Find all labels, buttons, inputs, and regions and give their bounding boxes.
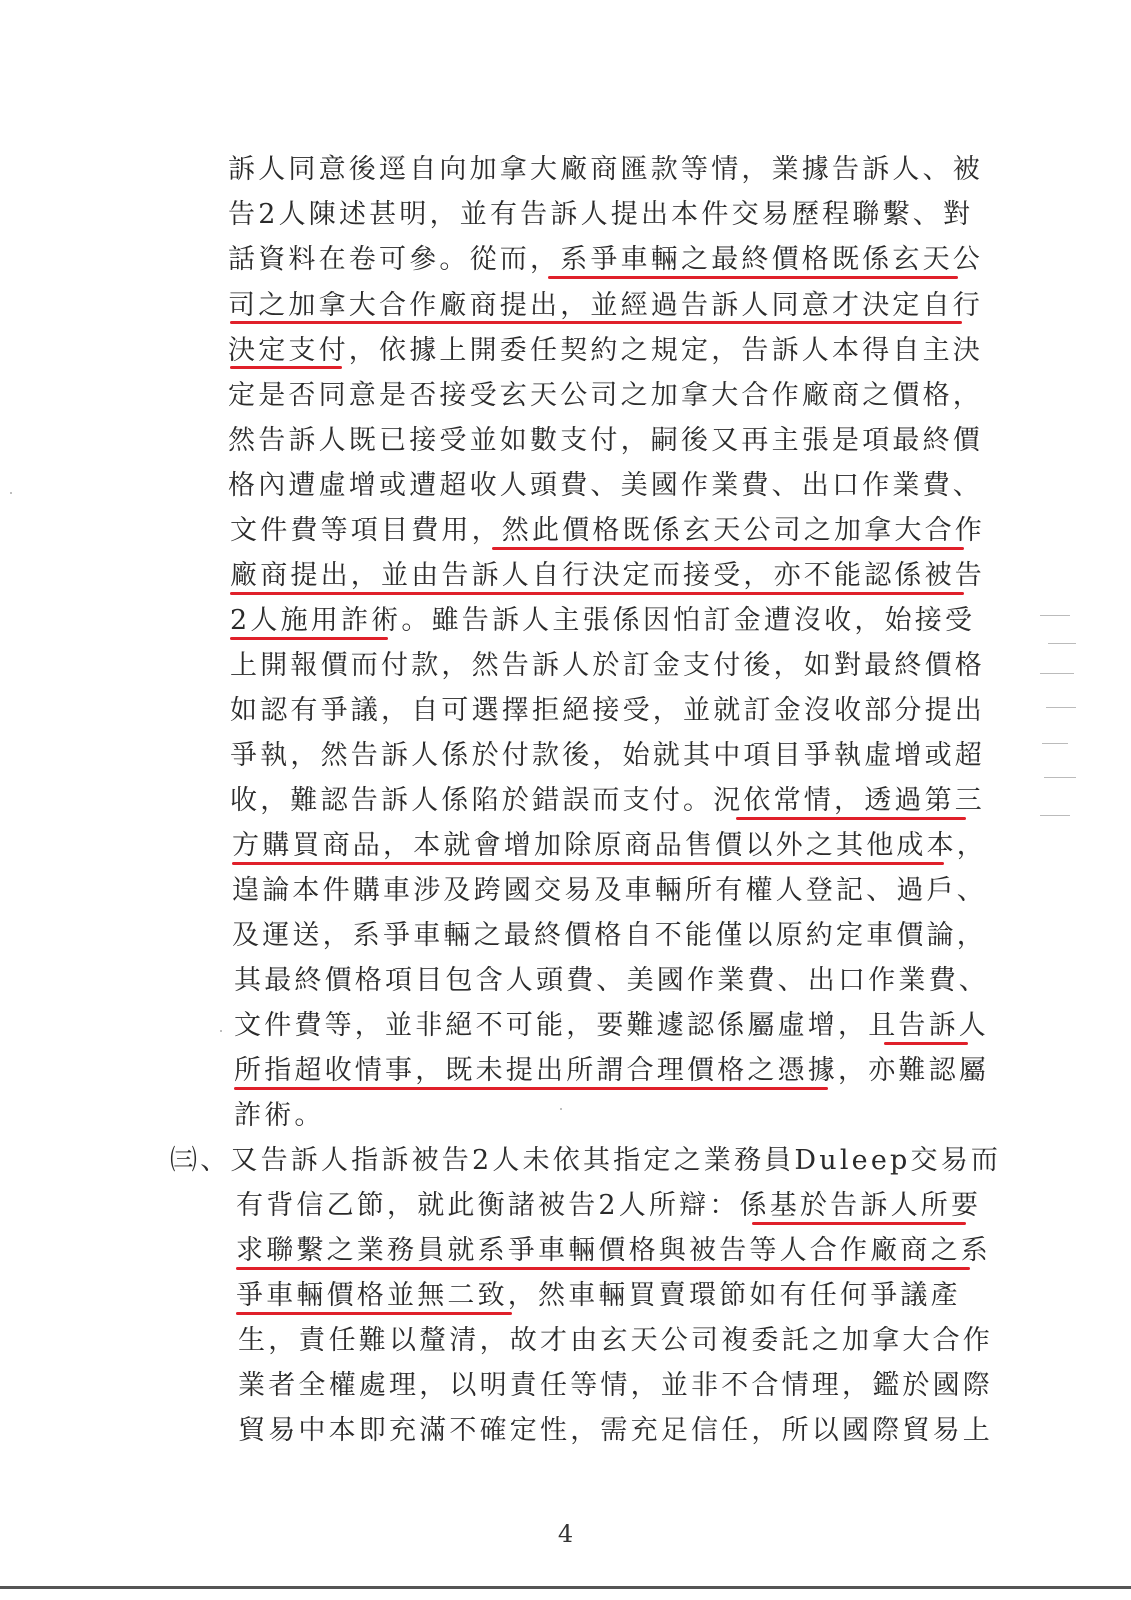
text-line: 收，難認告訴人係陷於錯誤而支付。況依常情，透過第三 — [230, 785, 985, 816]
scan-dot — [10, 492, 12, 494]
red-underline — [230, 637, 388, 640]
text-line: 爭車輛價格並無二致，然車輛買賣環節如有任何爭議產 — [236, 1280, 961, 1311]
text-line: 定是否同意是否接受玄天公司之加拿大合作廠商之價格， — [228, 380, 983, 411]
scan-edge — [0, 1586, 1131, 1589]
text-line: 格內遭虛增或遭超收人頭費、美國作業費、出口作業費、 — [228, 470, 983, 501]
red-underline — [230, 592, 964, 595]
red-underline — [884, 1042, 968, 1045]
text-line: 有背信乙節，就此衡諸被告2人所辯：係基於告訴人所要 — [236, 1190, 982, 1221]
red-underline — [548, 276, 958, 279]
text-line: 決定支付，依據上開委任契約之規定，告訴人本得自主決 — [228, 335, 983, 366]
red-underline — [230, 366, 342, 369]
text-line: 如認有爭議，自可選擇拒絕接受，並就訂金沒收部分提出 — [230, 695, 985, 726]
scan-dot — [560, 1108, 562, 1110]
red-underline — [230, 321, 962, 324]
red-underline — [736, 817, 966, 820]
text-line: 遑論本件購車涉及跨國交易及車輛所有權人登記、過戶、 — [232, 875, 987, 906]
scan-dot — [220, 1030, 222, 1032]
text-line: 所指超收情事，既未提出所謂合理價格之憑據，亦難認屬 — [234, 1055, 989, 1086]
text-line: 爭執，然告訴人係於付款後，始就其中項目爭執虛增或超 — [230, 740, 985, 771]
red-underline — [236, 1267, 970, 1270]
text-line: 然告訴人既已接受並如數支付，嗣後又再主張是項最終價 — [228, 425, 983, 456]
text-line: 詐術。 — [234, 1100, 325, 1131]
text-line: 訴人同意後逕自向加拿大廠商匯款等情，業據告訴人、被 — [228, 154, 983, 185]
text-line: 司之加拿大合作廠商提出，並經過告訴人同意才決定自行 — [228, 290, 983, 321]
text-line: 廠商提出，並由告訴人自行決定而接受，亦不能認係被告 — [230, 560, 985, 591]
red-underline — [492, 547, 964, 550]
text-line: 貿易中本即充滿不確定性，需充足信任，所以國際貿易上 — [238, 1415, 993, 1446]
text-line: 方購買商品，本就會增加除原商品售價以外之其他成本， — [232, 830, 987, 861]
section-heading-line: ㈢、又告訴人指訴被告2人未依其指定之業務員Duleep交易而 — [170, 1145, 1002, 1176]
text-line: 上開報價而付款，然告訴人於訂金支付後，如對最終價格 — [230, 650, 985, 681]
scan-marks — [1040, 615, 1110, 830]
red-underline — [234, 1087, 828, 1090]
text-line: 求聯繫之業務員就系爭車輛價格與被告等人合作廠商之系 — [236, 1235, 991, 1266]
text-line: 告2人陳述甚明，並有告訴人提出本件交易歷程聯繫、對 — [228, 199, 974, 230]
text-line: 及運送，系爭車輛之最終價格自不能僅以原約定車價論， — [232, 920, 987, 951]
text-line: 文件費等項目費用，然此價格既係玄天公司之加拿大合作 — [230, 515, 985, 546]
page-number: 4 — [557, 1520, 574, 1548]
text-line: 2人施用詐術。雖告訴人主張係因怕訂金遭沒收，始接受 — [230, 605, 976, 636]
text-line: 生，責任難以釐清，故才由玄天公司複委託之加拿大合作 — [238, 1325, 993, 1356]
text-line: 其最終價格項目包含人頭費、美國作業費、出口作業費、 — [234, 965, 989, 996]
red-underline — [232, 862, 944, 865]
red-underline — [236, 1312, 512, 1315]
text-line: 話資料在卷可參。從而，系爭車輛之最終價格既係玄天公 — [228, 244, 983, 275]
red-underline — [752, 1222, 966, 1225]
text-line: 文件費等，並非絕不可能，要難遽認係屬虛增，且告訴人 — [234, 1010, 989, 1041]
text-line: 業者全權處理，以明責任等情，並非不合情理，鑑於國際 — [238, 1370, 993, 1401]
